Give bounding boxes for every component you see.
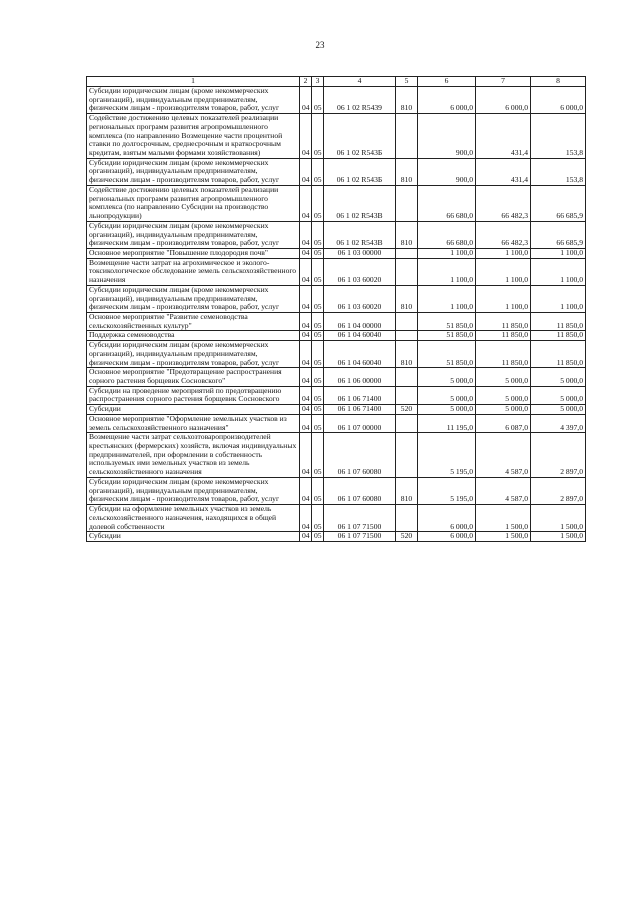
header-cell: 2	[300, 77, 312, 87]
amount-year3-cell: 4 397,0	[531, 414, 586, 432]
target-article-cell: 06 1 04 00000	[324, 312, 396, 330]
amount-year3-cell: 11 850,0	[531, 312, 586, 330]
amount-year1-cell: 900,0	[418, 114, 476, 159]
table-row	[87, 248, 586, 258]
amount-year2-cell: 66 482,3	[476, 221, 531, 248]
target-article-cell: 06 1 02 R5439	[324, 87, 396, 114]
expense-type-cell: 810	[396, 221, 418, 248]
section-code-cell: 04	[300, 312, 312, 330]
section-code-cell: 04	[300, 414, 312, 432]
amount-year2-cell: 5 000,0	[476, 405, 531, 415]
amount-year2-cell: 1 100,0	[476, 285, 531, 312]
target-article-cell: 06 1 06 71400	[324, 386, 396, 404]
amount-year2-cell: 5 000,0	[476, 368, 531, 386]
section-code-cell: 04	[300, 87, 312, 114]
expense-type-cell	[396, 433, 418, 478]
subsection-code-cell: 05	[312, 221, 324, 248]
expense-type-cell: 810	[396, 285, 418, 312]
section-code-cell: 04	[300, 185, 312, 221]
row-name-cell: Субсидии юридическим лицам (кроме некоммерческих организаций), индивидуальным предпринимателям, физическим лицам - производителям товаров, работ, услуг	[87, 477, 300, 504]
amount-year1-cell: 6 000,0	[418, 505, 476, 532]
amount-year1-cell: 51 850,0	[418, 341, 476, 368]
expense-type-cell	[396, 331, 418, 341]
amount-year1-cell: 51 850,0	[418, 331, 476, 341]
amount-year3-cell: 1 100,0	[531, 258, 586, 285]
table-row	[87, 285, 586, 312]
table-row	[87, 532, 586, 542]
amount-year3-cell: 1 500,0	[531, 505, 586, 532]
target-article-cell: 06 1 02 R543Б	[324, 158, 396, 185]
amount-year1-cell: 11 195,0	[418, 414, 476, 432]
amount-year3-cell: 6 000,0	[531, 87, 586, 114]
subsection-code-cell: 05	[312, 312, 324, 330]
subsection-code-cell: 05	[312, 258, 324, 285]
amount-year3-cell: 11 850,0	[531, 341, 586, 368]
row-name-cell: Основное мероприятие "Предотвращение распространения сорного растения борщевик Сосновского"	[87, 368, 300, 386]
amount-year3-cell: 66 685,9	[531, 221, 586, 248]
section-code-cell: 04	[300, 158, 312, 185]
row-name-cell: Содействие достижению целевых показателей реализации региональных программ развития агропромышленного комплекса (по направлению Возмещение части процентной ставки по долгосрочным, среднесрочным и краткосрочным кредитам, взятым малыми формами хозяйствования)	[87, 114, 300, 159]
expense-type-cell: 810	[396, 341, 418, 368]
amount-year2-cell: 1 100,0	[476, 258, 531, 285]
header-cell: 6	[418, 77, 476, 87]
table-body	[87, 87, 586, 542]
row-name-cell: Основное мероприятие "Оформление земельных участков из земель сельскохозяйственного назначения"	[87, 414, 300, 432]
amount-year1-cell: 5 000,0	[418, 368, 476, 386]
amount-year3-cell: 1 100,0	[531, 248, 586, 258]
header-cell: 3	[312, 77, 324, 87]
amount-year2-cell: 1 500,0	[476, 505, 531, 532]
amount-year2-cell: 1 500,0	[476, 532, 531, 542]
target-article-cell: 06 1 06 71400	[324, 405, 396, 415]
table-row	[87, 221, 586, 248]
amount-year3-cell: 153,8	[531, 158, 586, 185]
section-code-cell: 04	[300, 341, 312, 368]
amount-year2-cell: 1 100,0	[476, 248, 531, 258]
subsection-code-cell: 05	[312, 285, 324, 312]
table-row	[87, 158, 586, 185]
table-header	[87, 77, 586, 87]
target-article-cell: 06 1 03 60020	[324, 258, 396, 285]
table-row	[87, 405, 586, 415]
amount-year2-cell: 431,4	[476, 158, 531, 185]
target-article-cell: 06 1 02 R543В	[324, 221, 396, 248]
section-code-cell: 04	[300, 386, 312, 404]
subsection-code-cell: 05	[312, 331, 324, 341]
amount-year2-cell: 5 000,0	[476, 386, 531, 404]
table-row	[87, 477, 586, 504]
page-number: 23	[315, 40, 325, 50]
row-name-cell: Субсидии	[87, 405, 300, 415]
header-cell: 1	[87, 77, 300, 87]
amount-year1-cell: 1 100,0	[418, 258, 476, 285]
subsection-code-cell: 05	[312, 87, 324, 114]
table-row	[87, 505, 586, 532]
row-name-cell: Основное мероприятие "Повышение плодородия почв"	[87, 248, 300, 258]
subsection-code-cell: 05	[312, 158, 324, 185]
row-name-cell: Субсидии юридическим лицам (кроме некоммерческих организаций), индивидуальным предпринимателям, физическим лицам - производителям товаров, работ, услуг	[87, 285, 300, 312]
section-code-cell: 04	[300, 248, 312, 258]
subsection-code-cell: 05	[312, 248, 324, 258]
subsection-code-cell: 05	[312, 477, 324, 504]
expense-type-cell: 810	[396, 158, 418, 185]
subsection-code-cell: 05	[312, 405, 324, 415]
amount-year1-cell: 66 680,0	[418, 185, 476, 221]
expense-type-cell	[396, 185, 418, 221]
section-code-cell: 04	[300, 477, 312, 504]
target-article-cell: 06 1 02 R543В	[324, 185, 396, 221]
section-code-cell: 04	[300, 285, 312, 312]
subsection-code-cell: 05	[312, 414, 324, 432]
amount-year2-cell: 11 850,0	[476, 341, 531, 368]
expense-type-cell	[396, 312, 418, 330]
section-code-cell: 04	[300, 532, 312, 542]
target-article-cell: 06 1 03 00000	[324, 248, 396, 258]
table-row	[87, 331, 586, 341]
amount-year3-cell: 2 897,0	[531, 477, 586, 504]
amount-year1-cell: 6 000,0	[418, 532, 476, 542]
amount-year1-cell: 6 000,0	[418, 87, 476, 114]
amount-year1-cell: 1 100,0	[418, 285, 476, 312]
target-article-cell: 06 1 04 60040	[324, 331, 396, 341]
amount-year3-cell: 66 685,9	[531, 185, 586, 221]
subsection-code-cell: 05	[312, 185, 324, 221]
amount-year1-cell: 5 195,0	[418, 477, 476, 504]
row-name-cell: Субсидии юридическим лицам (кроме некоммерческих организаций), индивидуальным предпринимателям, физическим лицам - производителям товаров, работ, услуг	[87, 341, 300, 368]
target-article-cell: 06 1 07 00000	[324, 414, 396, 432]
amount-year2-cell: 4 587,0	[476, 477, 531, 504]
section-code-cell: 04	[300, 433, 312, 478]
expense-type-cell: 810	[396, 477, 418, 504]
expense-type-cell	[396, 258, 418, 285]
table-row	[87, 114, 586, 159]
target-article-cell: 06 1 07 60080	[324, 477, 396, 504]
expense-type-cell	[396, 386, 418, 404]
amount-year1-cell: 5 195,0	[418, 433, 476, 478]
row-name-cell: Субсидии юридическим лицам (кроме некоммерческих организаций), индивидуальным предпринимателям, физическим лицам - производителям товаров, работ, услуг	[87, 87, 300, 114]
subsection-code-cell: 05	[312, 532, 324, 542]
target-article-cell: 06 1 02 R543Б	[324, 114, 396, 159]
expense-type-cell	[396, 114, 418, 159]
header-row	[87, 77, 586, 87]
section-code-cell: 04	[300, 505, 312, 532]
row-name-cell: Субсидии	[87, 532, 300, 542]
amount-year1-cell: 1 100,0	[418, 248, 476, 258]
row-name-cell: Содействие достижению целевых показателей реализации региональных программ развития агропромышленного комплекса (по направлению Субсидии на производство льнопродукции)	[87, 185, 300, 221]
subsection-code-cell: 05	[312, 368, 324, 386]
subsection-code-cell: 05	[312, 341, 324, 368]
amount-year3-cell: 2 897,0	[531, 433, 586, 478]
expense-type-cell: 520	[396, 405, 418, 415]
subsection-code-cell: 05	[312, 386, 324, 404]
target-article-cell: 06 1 06 00000	[324, 368, 396, 386]
amount-year1-cell: 66 680,0	[418, 221, 476, 248]
table-row	[87, 258, 586, 285]
row-name-cell: Возмещение части затрат на агрохимическое и эколого-токсикологическое обследование земель сельскохозяйственного назначения	[87, 258, 300, 285]
amount-year3-cell: 1 500,0	[531, 532, 586, 542]
section-code-cell: 04	[300, 221, 312, 248]
row-name-cell: Субсидии юридическим лицам (кроме некоммерческих организаций), индивидуальным предпринимателям, физическим лицам - производителям товаров, работ, услуг	[87, 158, 300, 185]
amount-year3-cell: 5 000,0	[531, 368, 586, 386]
table-row	[87, 386, 586, 404]
target-article-cell: 06 1 07 71500	[324, 532, 396, 542]
row-name-cell: Поддержка семеноводства	[87, 331, 300, 341]
row-name-cell: Основное мероприятие "Развитие семеноводства сельскохозяйственных культур"	[87, 312, 300, 330]
section-code-cell: 04	[300, 258, 312, 285]
row-name-cell: Субсидии на оформление земельных участков из земель сельскохозяйственного назначения, находящихся в общей долевой собственности	[87, 505, 300, 532]
expense-type-cell	[396, 368, 418, 386]
amount-year2-cell: 4 587,0	[476, 433, 531, 478]
section-code-cell: 04	[300, 114, 312, 159]
expense-type-cell	[396, 248, 418, 258]
subsection-code-cell: 05	[312, 114, 324, 159]
header-cell: 7	[476, 77, 531, 87]
table-row	[87, 87, 586, 114]
table-row	[87, 185, 586, 221]
target-article-cell: 06 1 04 60040	[324, 341, 396, 368]
amount-year1-cell: 5 000,0	[418, 405, 476, 415]
amount-year1-cell: 900,0	[418, 158, 476, 185]
amount-year1-cell: 51 850,0	[418, 312, 476, 330]
table-row	[87, 341, 586, 368]
target-article-cell: 06 1 03 60020	[324, 285, 396, 312]
table-row	[87, 312, 586, 330]
expense-type-cell: 520	[396, 532, 418, 542]
table-row	[87, 368, 586, 386]
amount-year3-cell: 5 000,0	[531, 405, 586, 415]
amount-year3-cell: 5 000,0	[531, 386, 586, 404]
amount-year1-cell: 5 000,0	[418, 386, 476, 404]
target-article-cell: 06 1 07 60080	[324, 433, 396, 478]
amount-year2-cell: 11 850,0	[476, 312, 531, 330]
expense-type-cell	[396, 414, 418, 432]
table-row	[87, 433, 586, 478]
section-code-cell: 04	[300, 331, 312, 341]
amount-year2-cell: 6 000,0	[476, 87, 531, 114]
target-article-cell: 06 1 07 71500	[324, 505, 396, 532]
table-row	[87, 414, 586, 432]
row-name-cell: Субсидии юридическим лицам (кроме некоммерческих организаций), индивидуальным предпринимателям, физическим лицам - производителям товаров, работ, услуг	[87, 221, 300, 248]
amount-year3-cell: 153,8	[531, 114, 586, 159]
header-cell: 4	[324, 77, 396, 87]
header-cell: 5	[396, 77, 418, 87]
amount-year2-cell: 6 087,0	[476, 414, 531, 432]
amount-year3-cell: 11 850,0	[531, 331, 586, 341]
expense-type-cell: 810	[396, 87, 418, 114]
budget-table	[86, 76, 586, 542]
amount-year3-cell: 1 100,0	[531, 285, 586, 312]
amount-year2-cell: 431,4	[476, 114, 531, 159]
row-name-cell: Субсидии на проведение мероприятий по предотвращению распространения сорного растения борщевик Сосновского	[87, 386, 300, 404]
section-code-cell: 04	[300, 368, 312, 386]
expense-type-cell	[396, 505, 418, 532]
amount-year2-cell: 66 482,3	[476, 185, 531, 221]
row-name-cell: Возмещение части затрат сельхозтоваропроизводителей крестьянских (фермерских) хозяйств, включая индивидуальных предпринимателей, при оформлении в собственность используемых ими земельных участков из земель сельскохозяйственного назначения	[87, 433, 300, 478]
section-code-cell: 04	[300, 405, 312, 415]
header-cell: 8	[531, 77, 586, 87]
subsection-code-cell: 05	[312, 433, 324, 478]
amount-year2-cell: 11 850,0	[476, 331, 531, 341]
subsection-code-cell: 05	[312, 505, 324, 532]
